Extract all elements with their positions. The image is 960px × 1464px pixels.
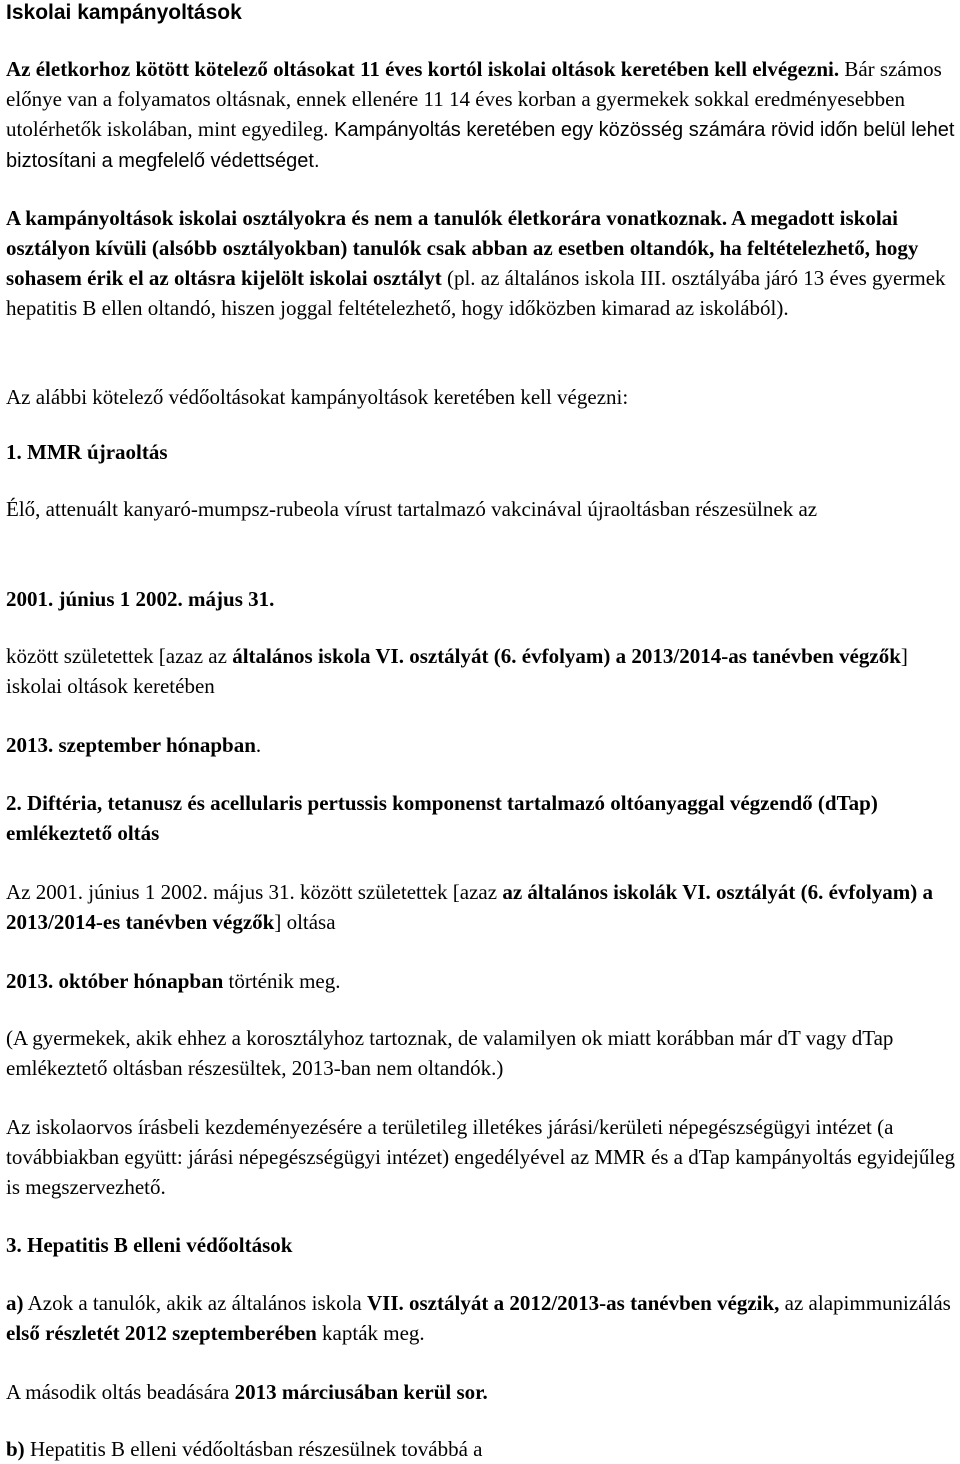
hepb-heading-text: 3. Hepatitis B elleni védőoltások (6, 1233, 293, 1257)
dtap-born-3: ] oltása (274, 910, 336, 934)
intro-bold: Az életkorhoz kötött kötelező oltásokat 11 éves kortól iskolai oltások keretében kell elvégezni. (6, 57, 840, 81)
hepb-second-dose (6, 1377, 956, 1407)
list-intro: Az alábbi kötelező védőoltásokat kampányoltások keretében kell végezni: (6, 385, 629, 409)
dtap-note: (A gyermekek, akik ehhez a korosztályhoz tartoznak, de valamilyen ok miatt korábban már dT vagy dTap emlékeztető oltásban részesültek, 2013-ban nem oltandók.) (6, 1026, 894, 1080)
hepb-a-4: első részletét 2012 szeptemberében (6, 1321, 317, 1345)
hepb-b-label: b) (6, 1437, 25, 1461)
hepb-a-1: Azok a tanulók, akik az általános iskola (23, 1291, 367, 1315)
hepb-a-2: VII. osztályát a 2012/2013-as tanévben végzik, (367, 1291, 780, 1315)
classes-rest: (pl. az általános iskola III. osztályába járó 13 éves gyermek hepatitis B ellen oltandó, hiszen joggal feltételezhető, hogy időközben kimarad az iskolából). (6, 266, 946, 320)
intro-serif-tail: Bár számos előnye van a folyamatos oltásnak, ennek ellenére 11 14 éves korban a gyermekek sokkal eredményesebben utolérhetők iskolában, mint egyedileg. (6, 57, 942, 141)
dtap-when-text: 2013. október hónapban (6, 969, 224, 993)
mmr-born-2: általános iskola VI. osztályát (6. évfolyam) a 2013/2014-as tanévben végzők (232, 644, 901, 668)
classes-paragraph (6, 203, 956, 323)
dtap-combined-paragraph: Az iskolaorvos írásbeli kezdeményezésére a területileg illetékes járási/kerületi népegészségügyi intézet (a továbbiakban együtt: járási népegészségügyi intézet) engedélyével az MMR és a dTap kampányoltás egyidejűleg is megszervezhető. (6, 1115, 956, 1199)
mmr-born-1: között születettek [azaz az (6, 644, 233, 668)
intro-sans-tail: Kampányoltás keretében egy közösség számára rövid időn belül lehet biztosítani a megfelelő védettséget. (6, 119, 955, 172)
hepb-b-text: Hepatitis B elleni védőoltásban részesülnek továbbá a (24, 1437, 483, 1461)
hepb-second-2: 2013 márciusában kerül sor. (234, 1380, 488, 1404)
dtap-born-paragraph (6, 877, 956, 937)
hepb-b-paragraph (6, 1434, 956, 1464)
dtap-heading-text: 2. Diftéria, tetanusz és acellularis pertussis komponenst tartalmazó oltóanyaggal végzendő (dTap) emlékeztető oltás (6, 791, 878, 845)
mmr-when (6, 730, 956, 760)
dtap-born-1: Az 2001. június 1 2002. május 31. között születettek [azaz (6, 880, 503, 904)
mmr-when-text: 2013. szeptember hónapban (6, 733, 256, 757)
hepb-a-5: kapták meg. (316, 1321, 425, 1345)
mmr-dates-text: 2001. június 1 2002. május 31. (6, 587, 275, 611)
mmr-heading-text: 1. MMR újraoltás (6, 440, 168, 464)
hepb-heading (6, 1230, 956, 1260)
mmr-dates (6, 584, 956, 614)
mmr-born-paragraph (6, 641, 956, 701)
mmr-heading (6, 437, 956, 467)
classes-bold: A kampányoltások iskolai osztályokra és nem a tanulók életkorára vonatkoznak. A megadott iskolai osztályon kívüli (alsóbb osztályokban) tanulók csak abban az esetben oltandók, ha feltételezhető, hogy sohasem érik el az oltásra kijelölt iskolai osztályt (6, 206, 919, 290)
dtap-heading (6, 788, 956, 848)
hepb-a-3: az alapimmunizálás (779, 1291, 951, 1315)
intro-paragraph (6, 54, 956, 176)
hepb-a-paragraph (6, 1288, 956, 1348)
hepb-second-1: A második oltás beadására (6, 1380, 235, 1404)
mmr-when-dot: . (255, 733, 262, 757)
mmr-description: Élő, attenuált kanyaró-mumpsz-rubeola vírust tartalmazó vakcinával újraoltásban részesülnek az (6, 497, 818, 521)
dtap-when-tail: történik meg. (223, 969, 341, 993)
document-title: Iskolai kampányoltások (6, 1, 242, 24)
mmr-born-3: ] iskolai oltások keretében (6, 644, 908, 698)
dtap-when (6, 966, 956, 996)
dtap-born-2: az általános iskolák VI. osztályát (6. évfolyam) a 2013/2014-es tanévben végzők (6, 880, 933, 934)
hepb-a-label: a) (6, 1291, 24, 1315)
